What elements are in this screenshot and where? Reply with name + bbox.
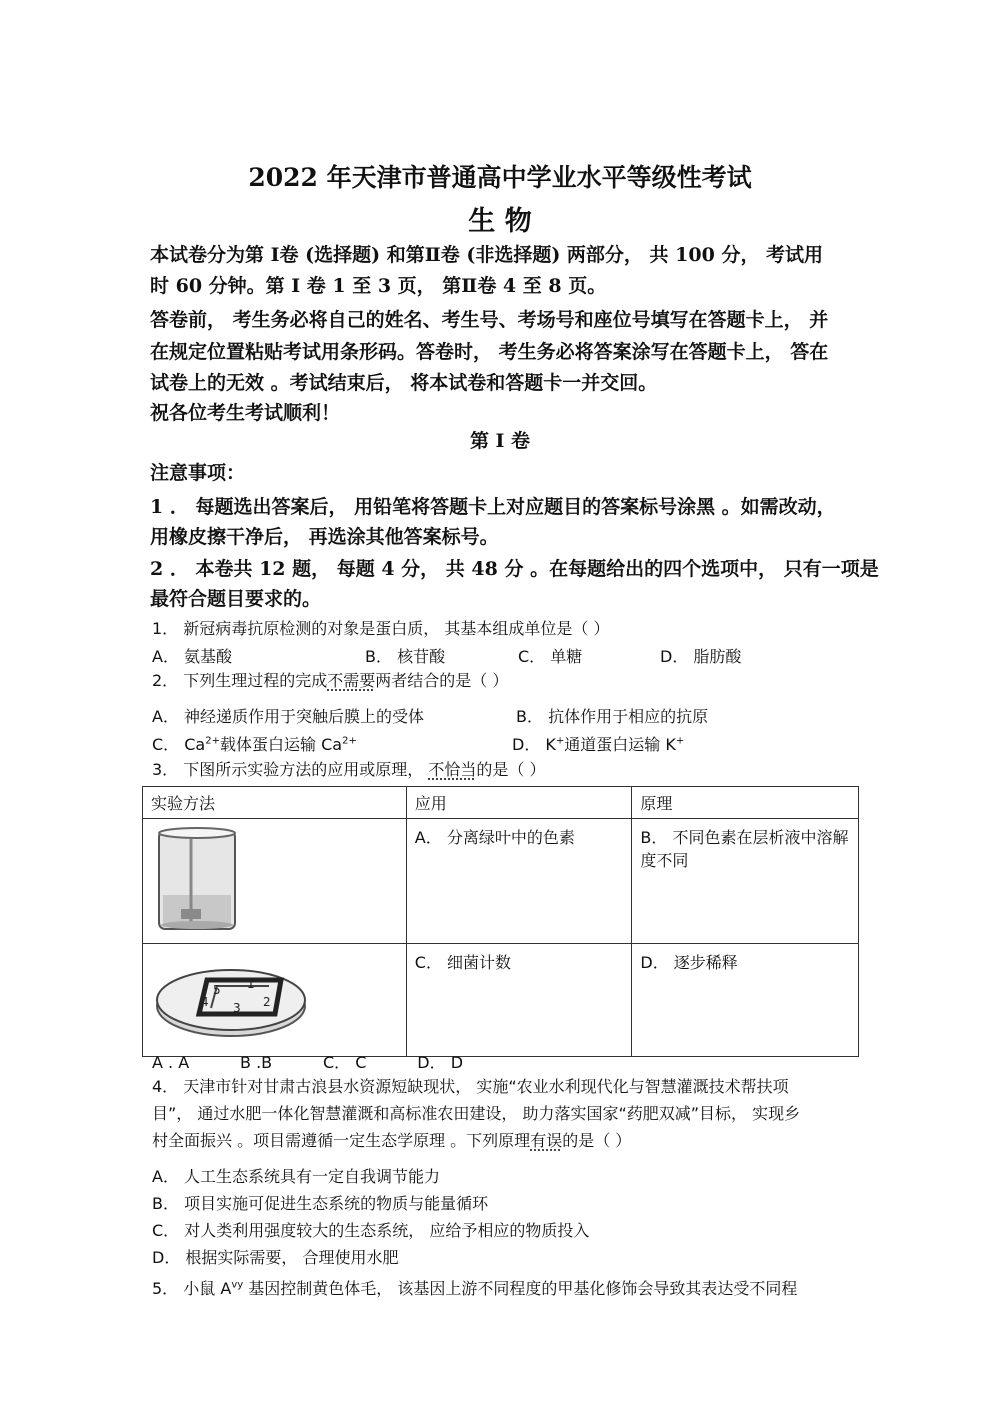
subject-title: 生 物 (468, 206, 532, 237)
table-header-method: 实验方法 (143, 787, 407, 819)
note-1-line-2: 用橡皮擦干净后， 再选涂其他答案标号。 (150, 526, 499, 548)
q1-option-b: B． 核苷酸 (365, 647, 446, 666)
table-header-principle: 原理 (632, 787, 859, 819)
q2-option-c: C． $Ca^{2+}$载体蛋白运输 $Ca^{2+}$ (152, 735, 357, 754)
q3-stem: 3． 下图所示实验方法的应用或原理， 不恰当的是（ ） (152, 760, 546, 779)
q3-options: A . A B .B C． C D． D (152, 1053, 464, 1072)
q4-emphasis: 有误 (530, 1131, 563, 1150)
q1-stem: 1． 新冠病毒抗原检测的对象是蛋白质， 其基本组成单位是（ ） (152, 619, 610, 638)
intro-line-3: 答卷前， 考生务必将自己的姓名、考生号、考场号和座位号填写在答题卡上， 并 (150, 309, 829, 331)
q2-option-b: B． 抗体作用于相应的抗原 (516, 707, 709, 726)
notice-label: 注意事项： (150, 462, 246, 484)
q4-line-1: 4． 天津市针对甘肃古浪县水资源短缺现状， 实施“农业水利现代化与智慧灌溉技术帮扶项 (152, 1077, 789, 1096)
q2-option-a: A． 神经递质作用于突触后膜上的受体 (152, 707, 425, 726)
beaker-illustration (151, 825, 243, 933)
q4-line-2: 目”， 通过水肥一体化智慧灌溉和高标准农田建设， 助力落实国家“药肥双减”目标， 实现乡 (152, 1104, 801, 1123)
row2-application: C． 细菌计数 (406, 944, 632, 1057)
q3-table (142, 786, 859, 1057)
q1-option-c: C． 单糖 (518, 647, 583, 666)
plate-label-3: 3 (233, 1001, 241, 1015)
q2-emphasis: 不需要 (327, 671, 376, 690)
row1-principle: B． 不同色素在层析液中溶解度不同 (632, 819, 859, 944)
q2-stem: 2． 下列生理过程的完成不需要两者结合的是（ ） (152, 671, 509, 690)
note-2-line-2: 最符合题目要求的。 (150, 588, 322, 610)
q1-option-d: D． 脂肪酸 (660, 647, 742, 666)
exam-title: 2022 年天津市普通高中学业水平等级性考试 (248, 163, 752, 192)
beaker-image-cell (143, 819, 407, 944)
note-2-line-1: 2 ． 本卷共 12 题， 每题 4 分， 共 48 分 。在每题给出的四个选项中， 只有一项是 (150, 558, 879, 580)
plate-label-2: 2 (263, 995, 271, 1009)
note-1-line-1: 1 ． 每题选出答案后， 用铅笔将答题卡上对应题目的答案标号涂黑 。如需改动， (150, 496, 836, 518)
petri-image-cell (143, 944, 407, 1057)
q4-line-3: 村全面振兴 。项目需遵循一定生态学原理 。下列原理有误的是（ ） (152, 1131, 632, 1150)
q4-option-d: D． 根据实际需要， 合理使用水肥 (152, 1248, 399, 1267)
row2-principle: D． 逐步稀释 (632, 944, 859, 1057)
intro-line-5: 试卷上的无效 。考试结束后， 将本试卷和答题卡一并交回。 (150, 372, 658, 394)
q4-option-a: A． 人工生态系统具有一定自我调节能力 (152, 1167, 441, 1186)
q4-option-c: C． 对人类利用强度较大的生态系统， 应给予相应的物质投入 (152, 1221, 590, 1240)
plate-label-4: 4 (201, 995, 209, 1009)
table-header-application: 应用 (406, 787, 632, 819)
row1-application: A． 分离绿叶中的色素 (406, 819, 632, 944)
q4-option-b: B． 项目实施可促进生态系统的物质与能量循环 (152, 1194, 489, 1213)
section-title: 第 I 卷 (469, 430, 531, 452)
q1-option-a: A． 氨基酸 (152, 647, 233, 666)
q5-line-1: 5． 小鼠 $A^{vy}$ 基因控制黄色体毛， 该基因上游不同程度的甲基化修饰会导致其表达受不同程 (152, 1279, 798, 1298)
intro-line-4: 在规定位置粘贴考试用条形码。答卷时， 考生务必将答案涂写在答题卡上， 答在 (150, 341, 829, 363)
intro-line-1: 本试卷分为第 Ⅰ卷 (选择题) 和第Ⅱ卷 (非选择题) 两部分， 共 100 分， 考试用 (150, 244, 824, 266)
q3-emphasis: 不恰当 (428, 760, 477, 779)
intro-line-6: 祝各位考生考试顺利！ (150, 402, 341, 424)
q2-option-d: D． K+通道蛋白运输 K+ (512, 735, 685, 754)
petri-dish-illustration (151, 950, 311, 1046)
plate-label-1: 1 (247, 977, 255, 991)
intro-line-2: 时 60 分钟。第 I 卷 1 至 3 页， 第Ⅱ卷 4 至 8 页。 (150, 275, 607, 297)
plate-label-5: 5 (213, 983, 221, 997)
